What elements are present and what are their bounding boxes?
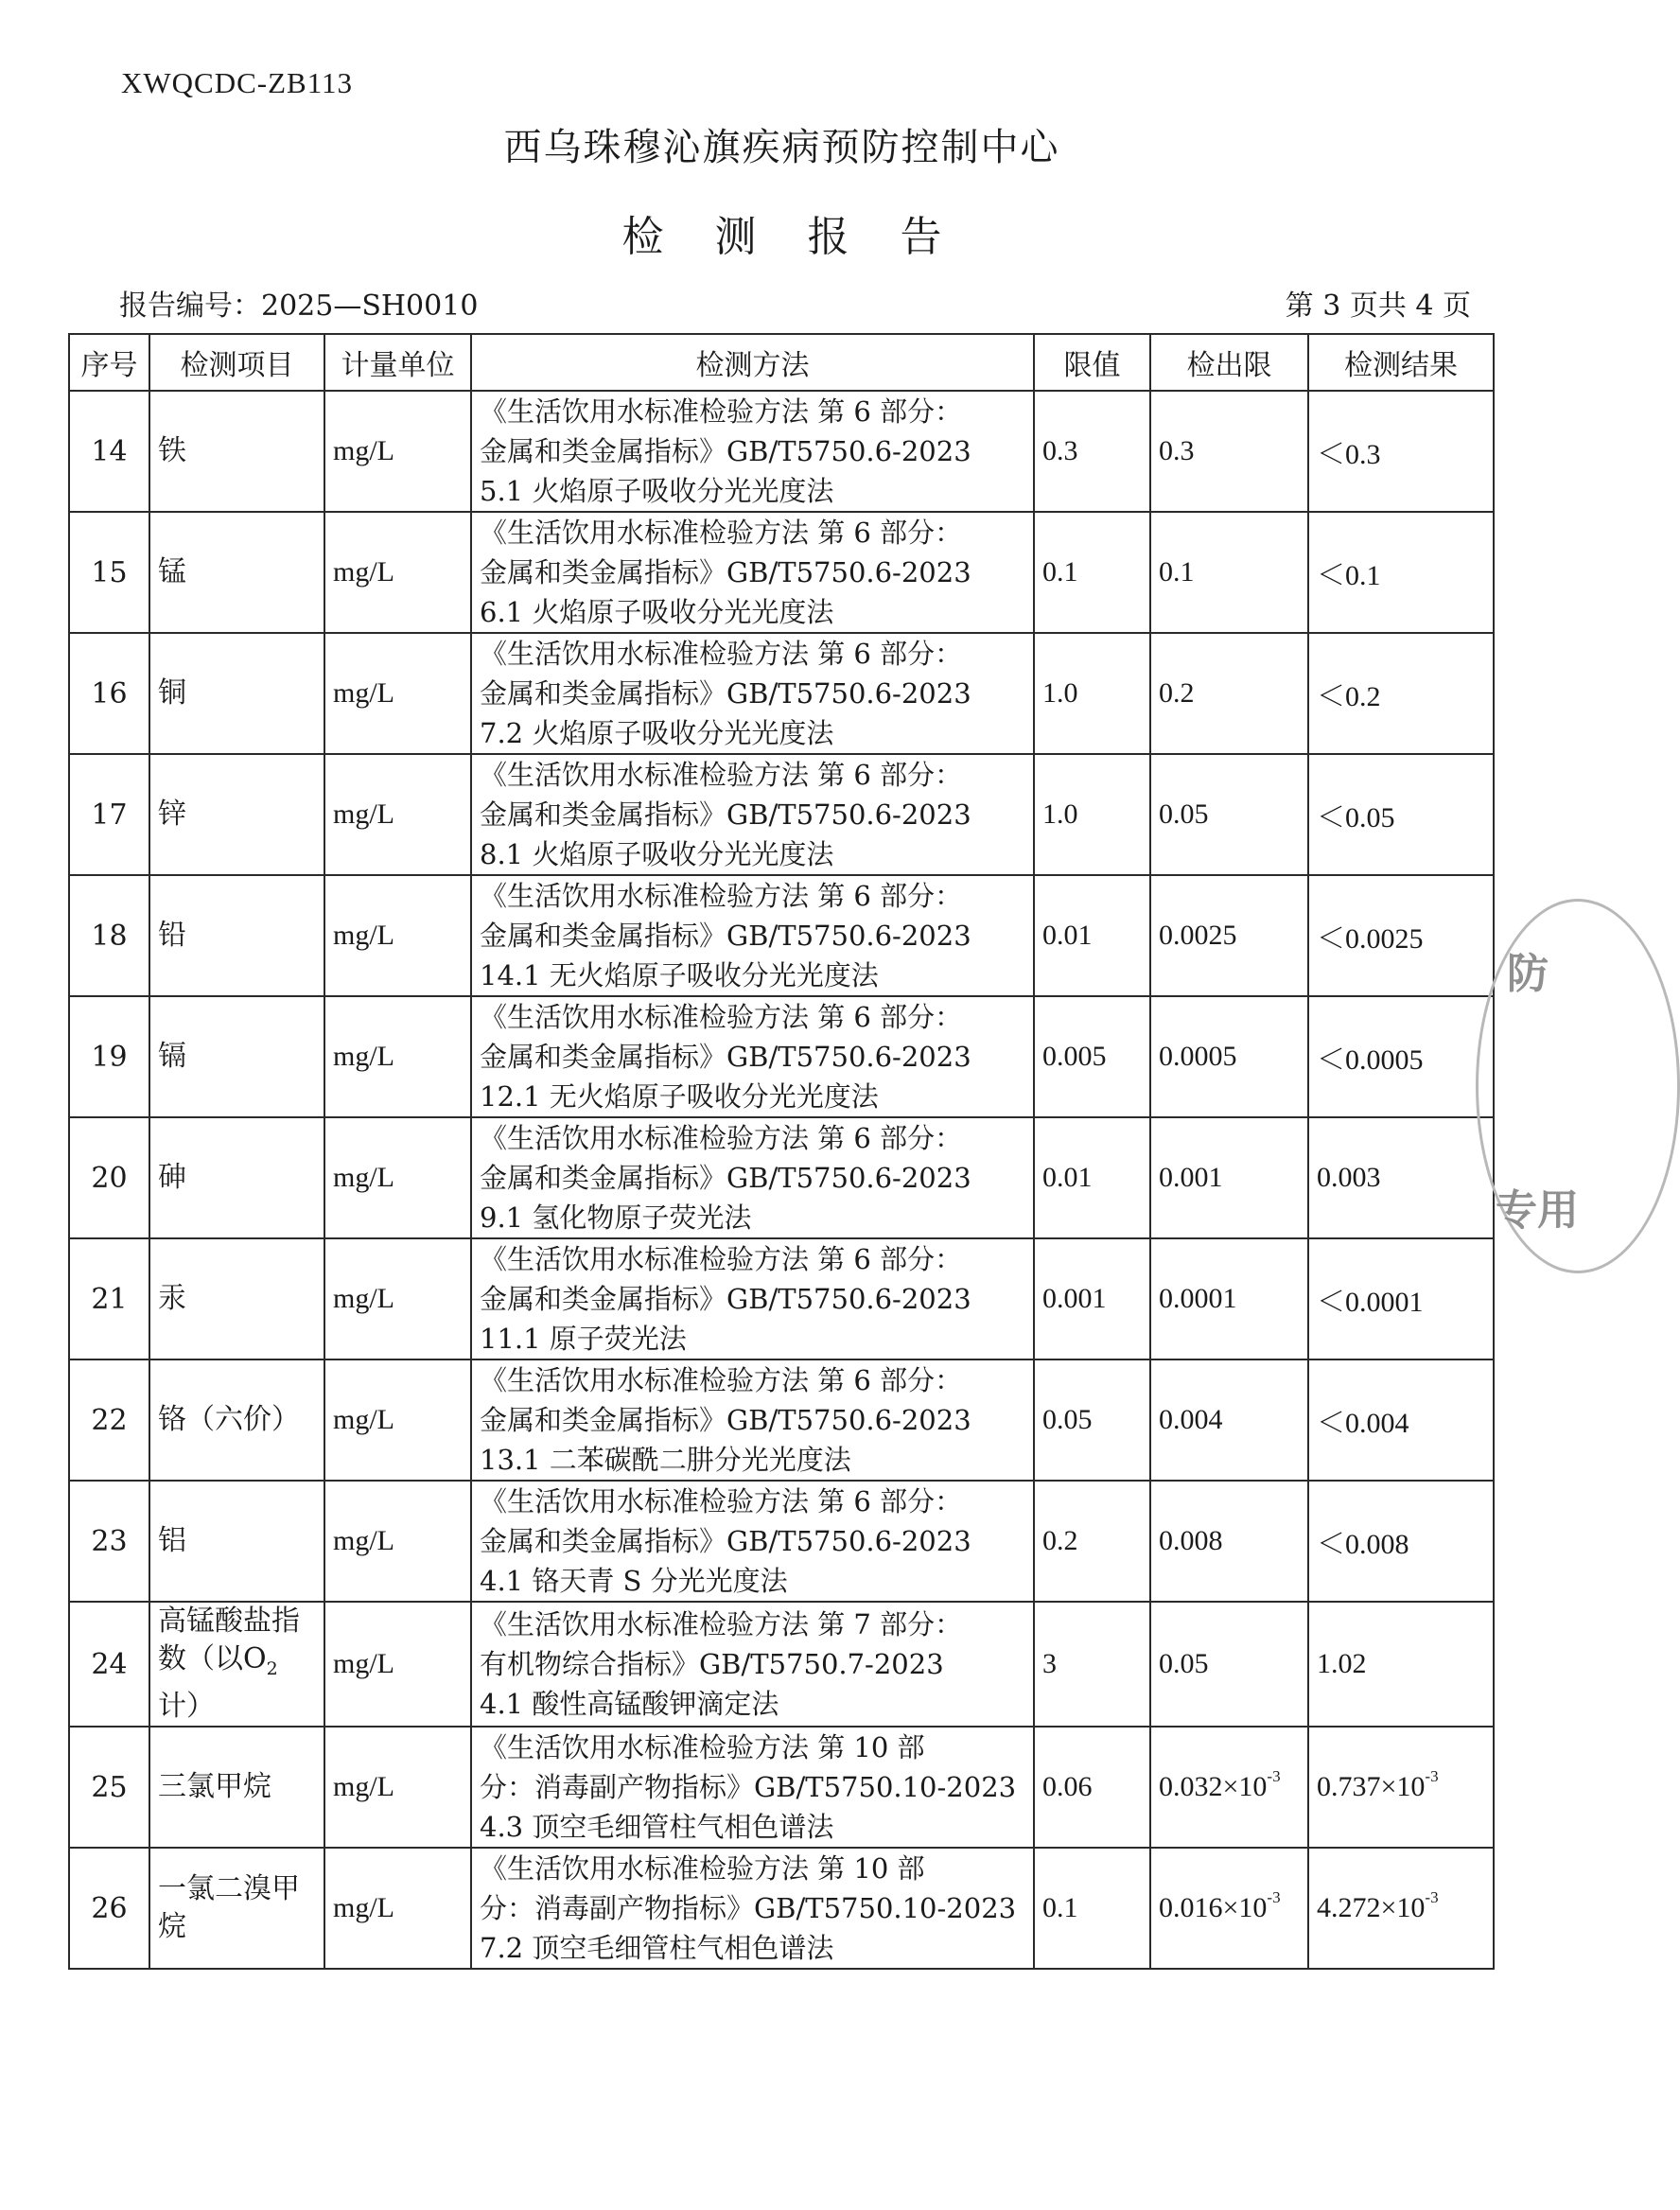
value-exponent: -3 [1425,1767,1439,1785]
seq-cell: 20 [69,1117,149,1238]
limit-cell: 0.005 [1034,996,1150,1117]
table-body [69,391,1494,1969]
seq-cell: 21 [69,1238,149,1359]
method-cell [471,391,1034,512]
item-formula-subscript: 2 [266,1658,278,1679]
method-line: 有机物综合指标》GB/T5750.7-2023 [480,1648,944,1680]
document-code: XWQCDC-ZB113 [121,66,354,99]
method-cell [471,1238,1034,1359]
result-cell: ＜0.3 [1308,391,1494,512]
result-cell: 0.003 [1308,1117,1494,1238]
method-cell [471,512,1034,633]
header-limit: 限值 [1034,334,1150,391]
method-line: 金属和类金属指标》GB/T5750.6-2023 [480,1041,971,1073]
value-exponent: -3 [1267,1767,1281,1785]
seq-cell: 24 [69,1602,149,1727]
seal-text-bottom: 专用 [1496,1186,1579,1235]
header-unit: 计量单位 [324,334,471,391]
method-line: 《生活饮用水标准检验方法 第 6 部分： [480,1001,963,1033]
method-line: 《生活饮用水标准检验方法 第 10 部 [480,1731,925,1763]
method-line: 4.1 铬天青 S 分光光度法 [480,1565,788,1597]
header-item: 检测项目 [149,334,324,391]
header-detection-limit: 检出限 [1150,334,1308,391]
unit-cell: mg/L [324,1117,471,1238]
method-line: 分：消毒副产物指标》GB/T5750.10-2023 [480,1892,1017,1924]
method-line: 14.1 无火焰原子吸收分光光度法 [480,959,879,991]
detection-limit-cell: 0.3 [1150,391,1308,512]
method-line: 7.2 顶空毛细管柱气相色谱法 [480,1932,834,1964]
item-cell: 三氯甲烷 [149,1727,324,1848]
table-row [69,391,1494,512]
method-cell [471,1359,1034,1481]
result-cell: ＜0.0025 [1308,875,1494,996]
method-line: 7.2 火焰原子吸收分光光度法 [480,717,834,749]
item-cell: 锰 [149,512,324,633]
seq-cell: 23 [69,1481,149,1602]
detection-limit-cell: 0.05 [1150,754,1308,875]
seq-cell: 26 [69,1848,149,1969]
detection-limit-cell: 0.2 [1150,633,1308,754]
method-cell [471,996,1034,1117]
seq-cell: 16 [69,633,149,754]
method-cell [471,633,1034,754]
method-line: 金属和类金属指标》GB/T5750.6-2023 [480,1283,971,1315]
seq-cell: 19 [69,996,149,1117]
limit-cell: 0.05 [1034,1359,1150,1481]
limit-cell: 0.2 [1034,1481,1150,1602]
limit-cell: 0.1 [1034,512,1150,633]
item-formula: O [243,1642,267,1675]
table-row [69,1359,1494,1481]
detection-limit-cell: 0.0005 [1150,996,1308,1117]
item-cell: 锌 [149,754,324,875]
table-row [69,875,1494,996]
method-line: 金属和类金属指标》GB/T5750.6-2023 [480,1525,971,1557]
item-cell: 砷 [149,1117,324,1238]
table-row [69,754,1494,875]
unit-cell: mg/L [324,512,471,633]
unit-cell: mg/L [324,875,471,996]
unit-cell: mg/L [324,1602,471,1727]
header-method: 检测方法 [471,334,1034,391]
table-row [69,1848,1494,1969]
result-cell: ＜0.2 [1308,633,1494,754]
method-line: 12.1 无火焰原子吸收分光光度法 [480,1080,879,1113]
limit-cell: 3 [1034,1602,1150,1727]
method-line: 金属和类金属指标》GB/T5750.6-2023 [480,435,971,467]
item-cell: 铝 [149,1481,324,1602]
method-line: 11.1 原子荧光法 [480,1323,687,1355]
result-cell: ＜0.0005 [1308,996,1494,1117]
method-line: 《生活饮用水标准检验方法 第 7 部分： [480,1608,963,1640]
method-line: 5.1 火焰原子吸收分光光度法 [480,475,834,507]
seq-cell: 14 [69,391,149,512]
limit-cell: 0.001 [1034,1238,1150,1359]
seq-cell: 15 [69,512,149,633]
result-cell: ＜0.0001 [1308,1238,1494,1359]
limit-cell: 0.06 [1034,1727,1150,1848]
seq-cell: 18 [69,875,149,996]
detection-limit-cell: 0.1 [1150,512,1308,633]
limit-cell: 1.0 [1034,633,1150,754]
result-cell [1308,1848,1494,1969]
report-number: 报告编号：2025—SH0010 [119,289,479,323]
unit-cell: mg/L [324,1481,471,1602]
detection-limit-cell: 0.001 [1150,1117,1308,1238]
detection-limit-cell: 0.0025 [1150,875,1308,996]
limit-cell: 0.01 [1034,875,1150,996]
detection-limit-cell [1150,1727,1308,1848]
method-line: 《生活饮用水标准检验方法 第 10 部 [480,1852,925,1885]
organization-name: 西乌珠穆沁旗疾病预防控制中心 [503,126,1060,169]
table-row [69,1117,1494,1238]
detection-limit-cell: 0.008 [1150,1481,1308,1602]
value-mantissa: 0.032×10 [1159,1771,1268,1802]
detection-limit-cell: 0.0001 [1150,1238,1308,1359]
seq-cell: 25 [69,1727,149,1848]
method-line: 《生活饮用水标准检验方法 第 6 部分： [480,880,963,912]
table-row [69,1238,1494,1359]
item-cell: 镉 [149,996,324,1117]
value-mantissa: 0.016×10 [1159,1892,1268,1923]
method-line: 金属和类金属指标》GB/T5750.6-2023 [480,1162,971,1194]
method-line: 13.1 二苯碳酰二肼分光光度法 [480,1444,851,1476]
method-line: 《生活饮用水标准检验方法 第 6 部分： [480,1485,963,1517]
unit-cell: mg/L [324,1848,471,1969]
method-cell [471,875,1034,996]
limit-cell: 0.01 [1034,1117,1150,1238]
item-tail: 计） [158,1690,215,1723]
detection-limit-cell [1150,1848,1308,1969]
item-cell: 铅 [149,875,324,996]
item-cell: 铁 [149,391,324,512]
method-cell [471,1848,1034,1969]
header-result: 检测结果 [1308,334,1494,391]
method-line: 6.1 火焰原子吸收分光光度法 [480,596,834,628]
limit-cell: 1.0 [1034,754,1150,875]
unit-cell: mg/L [324,1727,471,1848]
result-cell [1308,1727,1494,1848]
value-mantissa: 0.737×10 [1317,1771,1426,1802]
seq-cell: 22 [69,1359,149,1481]
method-line: 金属和类金属指标》GB/T5750.6-2023 [480,920,971,952]
method-line: 金属和类金属指标》GB/T5750.6-2023 [480,798,971,831]
item-text: 高锰酸盐指数（以 [158,1605,300,1675]
method-cell [471,1727,1034,1848]
method-line: 8.1 火焰原子吸收分光光度法 [480,838,834,870]
unit-cell: mg/L [324,633,471,754]
table-row [69,1602,1494,1727]
method-cell [471,1481,1034,1602]
value-exponent: -3 [1267,1888,1281,1906]
table-row [69,1727,1494,1848]
unit-cell: mg/L [324,1359,471,1481]
seq-cell: 17 [69,754,149,875]
method-cell [471,1602,1034,1727]
method-line: 金属和类金属指标》GB/T5750.6-2023 [480,556,971,588]
result-cell: ＜0.004 [1308,1359,1494,1481]
seal-text-top: 防 [1507,950,1549,998]
table-row [69,633,1494,754]
detection-limit-cell: 0.004 [1150,1359,1308,1481]
unit-cell: mg/L [324,754,471,875]
method-line: 《生活饮用水标准检验方法 第 6 部分： [480,1364,963,1396]
unit-cell: mg/L [324,1238,471,1359]
unit-cell: mg/L [324,996,471,1117]
result-cell: ＜0.05 [1308,754,1494,875]
method-cell [471,754,1034,875]
detection-limit-cell: 0.05 [1150,1602,1308,1727]
page-indicator: 第 3 页共 4 页 [1285,289,1471,323]
result-cell: ＜0.008 [1308,1481,1494,1602]
method-line: 《生活饮用水标准检验方法 第 6 部分： [480,1243,963,1275]
method-line: 《生活饮用水标准检验方法 第 6 部分： [480,517,963,549]
method-line: 金属和类金属指标》GB/T5750.6-2023 [480,1404,971,1436]
unit-cell: mg/L [324,391,471,512]
method-line: 《生活饮用水标准检验方法 第 6 部分： [480,759,963,791]
table-row [69,996,1494,1117]
method-line: 《生活饮用水标准检验方法 第 6 部分： [480,1122,963,1154]
value-exponent: -3 [1425,1888,1439,1906]
header-seq: 序号 [69,334,149,391]
result-cell: ＜0.1 [1308,512,1494,633]
item-cell: 铜 [149,633,324,754]
method-line: 4.3 顶空毛细管柱气相色谱法 [480,1811,834,1843]
official-seal [1476,899,1680,1273]
item-cell: 汞 [149,1238,324,1359]
method-line: 《生活饮用水标准检验方法 第 6 部分： [480,638,963,670]
header-row [69,334,1494,391]
method-line: 金属和类金属指标》GB/T5750.6-2023 [480,677,971,710]
results-table [68,333,1495,1970]
table-row [69,1481,1494,1602]
value-mantissa: 4.272×10 [1317,1892,1426,1923]
limit-cell: 0.3 [1034,391,1150,512]
table-row [69,512,1494,633]
method-line: 4.1 酸性高锰酸钾滴定法 [480,1688,779,1720]
item-cell [149,1602,324,1727]
method-line: 《生活饮用水标准检验方法 第 6 部分： [480,395,963,428]
item-cell: 铬（六价） [149,1359,324,1481]
result-cell: 1.02 [1308,1602,1494,1727]
method-cell [471,1117,1034,1238]
method-line: 分：消毒副产物指标》GB/T5750.10-2023 [480,1771,1017,1803]
report-title: 检 测 报 告 [621,213,942,261]
item-cell: 一氯二溴甲烷 [149,1848,324,1969]
limit-cell: 0.1 [1034,1848,1150,1969]
method-line: 9.1 氢化物原子荧光法 [480,1201,752,1234]
